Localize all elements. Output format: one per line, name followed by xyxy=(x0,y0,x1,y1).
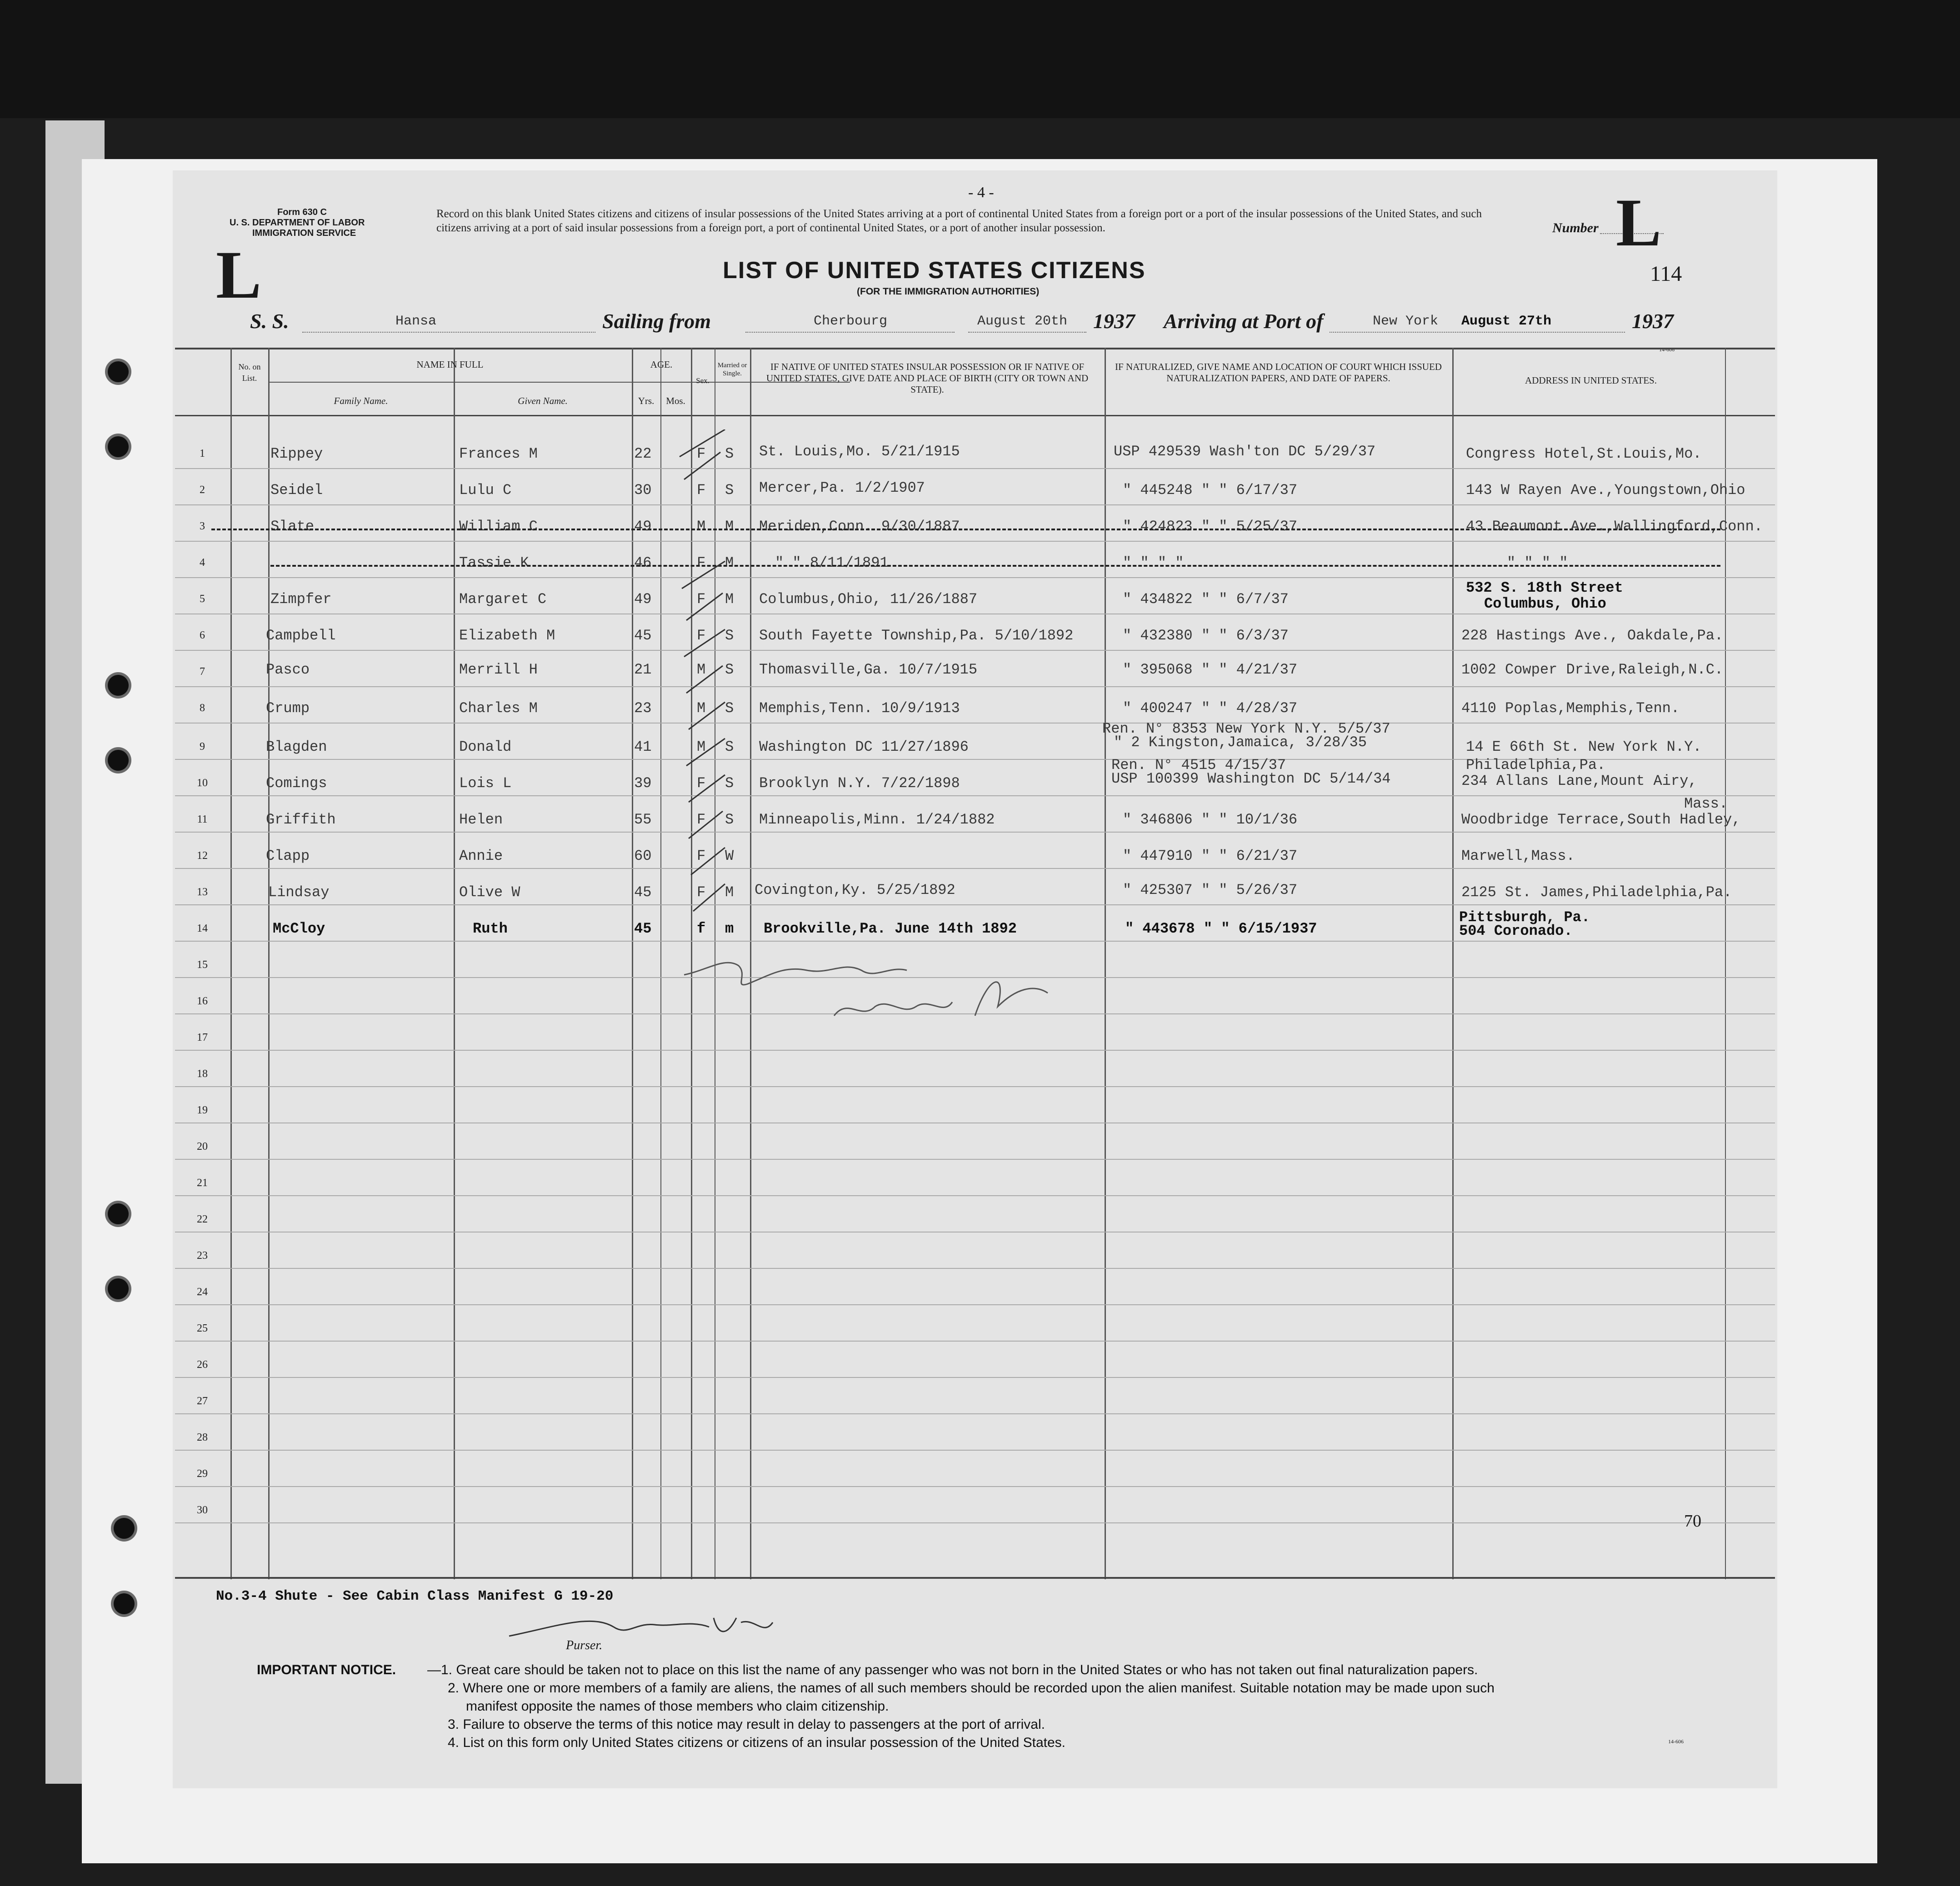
us-address: 1002 Cowper Drive,Raleigh,N.C. xyxy=(1461,661,1724,678)
marital-status: S xyxy=(725,700,734,717)
us-address: Philadelphia,Pa. xyxy=(1466,757,1606,773)
naturalization: " 445248 " " 6/17/37 xyxy=(1123,482,1298,499)
sex: F xyxy=(697,482,706,499)
row-number: 19 xyxy=(197,1104,208,1116)
us-address: " " " " xyxy=(1507,554,1568,571)
col-divider xyxy=(268,348,270,1579)
family-name: Seidel xyxy=(270,482,323,499)
us-address-line2: 234 Allans Lane,Mount Airy, xyxy=(1461,773,1697,789)
given-name: Lulu C xyxy=(459,482,512,499)
row-rule xyxy=(175,1522,1775,1523)
notice-2b: manifest opposite the names of those members who claim citizenship. xyxy=(466,1699,889,1714)
marital-status: S xyxy=(725,627,734,644)
naturalization-line2: USP 100399 Washington DC 5/14/34 xyxy=(1111,770,1391,787)
header-mos: Mos. xyxy=(666,395,685,406)
row-number: 9 xyxy=(200,741,205,753)
number-value: L xyxy=(1616,185,1662,260)
row-rule xyxy=(175,1159,1775,1160)
birth-place-date: Brookville,Pa. June 14th 1892 xyxy=(764,920,1017,937)
row-rule xyxy=(175,1486,1775,1487)
given-name: William C xyxy=(459,518,538,535)
header-given-name: Given Name. xyxy=(518,395,568,406)
row-rule xyxy=(175,1268,1775,1269)
age-years: 45 xyxy=(634,920,652,937)
us-address: Congress Hotel,St.Louis,Mo. xyxy=(1466,445,1702,462)
row-rule xyxy=(175,1304,1775,1305)
corner-number: 70 xyxy=(1684,1512,1701,1531)
family-name: Slate xyxy=(270,518,315,535)
given-name: Lois L xyxy=(459,775,512,792)
page-number: 114 xyxy=(1650,262,1682,286)
letter-l-left: L xyxy=(216,237,262,313)
given-name: Elizabeth M xyxy=(459,627,555,644)
arrival-port: New York xyxy=(1373,314,1439,329)
purser-label: Purser. xyxy=(566,1638,603,1652)
row-rule xyxy=(175,1341,1775,1342)
department: U. S. DEPARTMENT OF LABOR xyxy=(230,218,365,228)
row-number: 18 xyxy=(197,1068,208,1080)
sailing-date: August 20th xyxy=(977,314,1068,329)
col-divider xyxy=(454,348,455,1579)
row-rule xyxy=(175,1377,1775,1378)
row-number: 27 xyxy=(197,1395,208,1407)
row-rule xyxy=(175,468,1775,469)
col-divider xyxy=(230,348,232,1579)
birth-place-date: Minneapolis,Minn. 1/24/1882 xyxy=(759,811,995,828)
printer-note: 14-606 xyxy=(1659,346,1675,353)
us-address: 14 E 66th St. New York N.Y. xyxy=(1466,738,1702,755)
us-address-line2: 504 Coronado. xyxy=(1459,923,1573,939)
strikethrough-line xyxy=(211,529,1720,530)
birth-place-date: Memphis,Tenn. 10/9/1913 xyxy=(759,700,960,717)
binder-hole-icon xyxy=(108,1203,129,1224)
notice-4: 4. List on this form only United States citizens or citizens of an insular possession of the United States. xyxy=(448,1735,1066,1750)
sex: M xyxy=(697,738,706,755)
row-number: 22 xyxy=(197,1213,208,1225)
footer-note: No.3-4 Shute - See Cabin Class Manifest G 19-20 xyxy=(216,1588,614,1604)
age-years: 55 xyxy=(634,811,652,828)
check-marks-icon xyxy=(675,429,730,929)
sex: F xyxy=(697,884,706,901)
birth-place-date: Covington,Ky. 5/25/1892 xyxy=(755,882,955,898)
passenger-table xyxy=(175,348,1775,1579)
naturalization: " 447910 " " 6/21/37 xyxy=(1123,848,1298,864)
sailing-date-line xyxy=(968,332,1086,333)
age-years: 60 xyxy=(634,848,652,864)
marital-status: M xyxy=(725,884,734,901)
header-naturalized: IF NATURALIZED, GIVE NAME AND LOCATION OF COURT WHICH ISSUED NATURALIZATION PAPERS, AND DATE OF PAPERS. xyxy=(1115,361,1442,384)
row-number: 11 xyxy=(197,813,208,825)
sex: F xyxy=(697,627,706,644)
binder-hole-icon xyxy=(108,436,129,457)
sex: F xyxy=(697,811,706,828)
row-number: 5 xyxy=(200,593,205,605)
given-name: Ruth xyxy=(473,920,508,937)
marital-status: M xyxy=(725,591,734,608)
family-name: Griffith xyxy=(266,811,336,828)
naturalization: " 395068 " " 4/21/37 xyxy=(1123,661,1298,678)
us-address: 43 Beaumont Ave.,Wallingford,Conn. xyxy=(1466,518,1763,535)
binder-hole-icon xyxy=(114,1518,135,1539)
row-number: 3 xyxy=(200,520,205,532)
row-number: 23 xyxy=(197,1250,208,1262)
age-years: 22 xyxy=(634,445,652,462)
given-name: Charles M xyxy=(459,700,538,717)
naturalization: " 443678 " " 6/15/1937 xyxy=(1125,920,1317,937)
row-rule xyxy=(175,904,1775,905)
family-name: Lindsay xyxy=(268,884,330,901)
age-years: 45 xyxy=(634,627,652,644)
marital-status: S xyxy=(725,661,734,678)
header-yrs: Yrs. xyxy=(638,395,655,406)
row-rule xyxy=(175,650,1775,651)
notice-2: 2. Where one or more members of a family are aliens, the names of all such members should be recorded upon the alien manifest. Suitable notation may be made upon such xyxy=(448,1681,1495,1696)
scan-background xyxy=(0,0,1960,118)
naturalization: " 424823 " " 5/25/37 xyxy=(1123,518,1298,535)
strikethrough-line xyxy=(270,565,1720,567)
row-number: 8 xyxy=(200,702,205,714)
marital-status: S xyxy=(725,738,734,755)
us-address: 4110 Poplas,Memphis,Tenn. xyxy=(1461,700,1680,717)
notice-title: IMPORTANT NOTICE. xyxy=(257,1662,396,1677)
header-birth: IF NATIVE OF UNITED STATES INSULAR POSSESSION OR IF NATIVE OF UNITED STATES, GIVE DATE AND PLACE OF BIRTH (CITY OR TOWN AND STATE). xyxy=(766,361,1089,395)
us-address: 228 Hastings Ave., Oakdale,Pa. xyxy=(1461,627,1724,644)
row-number: 29 xyxy=(197,1468,208,1480)
arrival-line xyxy=(1330,332,1625,333)
ss-label: S. S. xyxy=(250,309,289,333)
sex: M xyxy=(697,700,706,717)
marital-status: m xyxy=(725,920,734,937)
row-rule xyxy=(175,577,1775,578)
given-name: Tassie K xyxy=(459,554,529,571)
header-no: No. on List. xyxy=(238,362,261,383)
sex: F xyxy=(697,445,706,462)
us-address-line2: Woodbridge Terrace,South Hadley, xyxy=(1461,811,1741,828)
age-years: 30 xyxy=(634,482,652,499)
handwritten-signature-icon xyxy=(670,948,1125,1038)
naturalization: Ren. N° 8353 New York N.Y. 5/5/37 xyxy=(1102,720,1390,737)
notice-1: —1. Great care should be taken not to place on this list the name of any passenger who was not born in the United States or who has not taken out final naturalization papers. xyxy=(427,1662,1478,1677)
header-address: ADDRESS IN UNITED STATES. xyxy=(1525,375,1657,386)
us-address: 143 W Rayen Ave.,Youngstown,Ohio xyxy=(1466,482,1745,499)
header-age: AGE. xyxy=(650,359,673,370)
age-years: 41 xyxy=(634,738,652,755)
binder-hole-icon xyxy=(108,361,129,382)
col-divider xyxy=(1452,348,1454,1579)
given-name: Frances M xyxy=(459,445,538,462)
notice-3: 3. Failure to observe the terms of this notice may result in delay to passengers at the port of arrival. xyxy=(448,1717,1045,1732)
naturalization: " 432380 " " 6/3/37 xyxy=(1123,627,1289,644)
col-divider xyxy=(632,348,633,1579)
purser-signature-icon xyxy=(500,1609,818,1663)
page-subtitle: (FOR THE IMMIGRATION AUTHORITIES) xyxy=(857,286,1040,297)
row-rule xyxy=(175,795,1775,796)
row-number: 25 xyxy=(197,1322,208,1334)
marital-status: M xyxy=(725,554,734,571)
row-number: 14 xyxy=(197,923,208,934)
table-top-rule xyxy=(175,348,1775,349)
arrival-date: August 27th xyxy=(1461,314,1552,329)
given-name: Merrill H xyxy=(459,661,538,678)
age-years: 49 xyxy=(634,591,652,608)
sex: M xyxy=(697,661,706,678)
row-number: 16 xyxy=(197,995,208,1007)
naturalization: " 400247 " " 4/28/37 xyxy=(1123,700,1298,717)
sailing-label: Sailing from xyxy=(602,309,711,333)
us-address-line2: Columbus, Ohio xyxy=(1484,595,1606,612)
naturalization: Ren. N° 4515 4/15/37 xyxy=(1111,757,1286,773)
marital-status: M xyxy=(725,518,734,535)
us-address: 2125 St. James,Philadelphia,Pa. xyxy=(1461,884,1732,901)
sex: F xyxy=(697,554,706,571)
row-rule xyxy=(175,832,1775,833)
family-name: Pasco xyxy=(266,661,310,678)
table-bottom-rule xyxy=(175,1577,1775,1579)
given-name: Annie xyxy=(459,848,503,864)
family-name: McCloy xyxy=(273,920,325,937)
naturalization-line2: " 2 Kingston,Jamaica, 3/28/35 xyxy=(1114,734,1367,751)
naturalization: USP 429539 Wash'ton DC 5/29/37 xyxy=(1114,443,1376,460)
row-rule xyxy=(175,1050,1775,1051)
row-number: 10 xyxy=(197,777,208,789)
birth-place-date: Mercer,Pa. 1/2/1907 xyxy=(759,479,925,496)
age-years: 21 xyxy=(634,661,652,678)
header-family-name: Family Name. xyxy=(334,395,388,406)
row-rule xyxy=(175,1195,1775,1196)
age-years: 39 xyxy=(634,775,652,792)
naturalization: " 346806 " " 10/1/36 xyxy=(1123,811,1298,828)
row-rule xyxy=(175,941,1775,942)
sex: F xyxy=(697,775,706,792)
arriving-label: Arriving at Port of xyxy=(1164,309,1324,333)
ship-line xyxy=(302,332,595,333)
sex: f xyxy=(697,920,706,937)
row-number: 12 xyxy=(197,850,208,862)
us-address: 532 S. 18th Street xyxy=(1466,579,1623,596)
birth-place-date: Meriden,Conn. 9/30/1887 xyxy=(759,518,960,535)
age-years: 45 xyxy=(634,884,652,901)
row-rule xyxy=(175,686,1775,687)
us-address: Marwell,Mass. xyxy=(1461,848,1575,864)
header-name-in-full: NAME IN FULL xyxy=(416,359,484,370)
row-number: 17 xyxy=(197,1032,208,1043)
age-years: 49 xyxy=(634,518,652,535)
row-rule xyxy=(175,504,1775,505)
header-sex: Sex. xyxy=(696,376,710,385)
birth-place-date: South Fayette Township,Pa. 5/10/1892 xyxy=(759,627,1074,644)
family-name: Zimpfer xyxy=(270,591,332,608)
marital-status: S xyxy=(725,482,734,499)
number-label: Number xyxy=(1552,220,1599,235)
row-rule xyxy=(175,1450,1775,1451)
sailing-year: 1937 xyxy=(1093,309,1135,333)
sailing-line xyxy=(745,332,955,333)
row-number: 21 xyxy=(197,1177,208,1189)
naturalization: " 434822 " " 6/7/37 xyxy=(1123,591,1289,608)
row-number: 13 xyxy=(197,886,208,898)
row-number: 4 xyxy=(200,557,205,569)
row-number: 6 xyxy=(200,629,205,641)
family-name: Campbell xyxy=(266,627,336,644)
given-name: Olive W xyxy=(459,884,520,901)
age-years: 23 xyxy=(634,700,652,717)
form-number: Form 630 C xyxy=(277,207,327,217)
row-rule xyxy=(175,1086,1775,1087)
row-number: 26 xyxy=(197,1359,208,1371)
sailing-port: Cherbourg xyxy=(814,314,888,329)
naturalization: " " " " xyxy=(1123,554,1184,571)
marital-status: S xyxy=(725,775,734,792)
birth-place-date: Washington DC 11/27/1896 xyxy=(759,738,969,755)
family-name: Comings xyxy=(266,775,327,792)
binder-hole-icon xyxy=(108,1278,129,1299)
row-number: 24 xyxy=(197,1286,208,1298)
binder-hole-icon xyxy=(108,750,129,771)
header-bottom-rule xyxy=(175,415,1775,416)
marital-status: S xyxy=(725,445,734,462)
row-number: 7 xyxy=(200,666,205,678)
birth-place-date: Columbus,Ohio, 11/26/1887 xyxy=(759,591,978,608)
col-divider xyxy=(660,348,661,1579)
birth-place-date: Brooklyn N.Y. 7/22/1898 xyxy=(759,775,960,792)
row-number: 15 xyxy=(197,959,208,971)
instructions: Record on this blank United States citizens and citizens of insular possessions of the United States arriving at a port of continental United States from a foreign port or a port of the insular possessions of the United States, and such citizens arriving at a port of said insular possessions from a foreign port, a port of continental United States, or a port of another insular possession. xyxy=(436,208,1482,234)
given-name: Margaret C xyxy=(459,591,547,608)
family-name: Crump xyxy=(266,700,310,717)
family-name: Rippey xyxy=(270,445,323,462)
service: IMMIGRATION SERVICE xyxy=(252,228,356,238)
sex: M xyxy=(697,518,706,535)
sex: F xyxy=(697,848,706,864)
ship-name: Hansa xyxy=(395,314,437,329)
given-name: Helen xyxy=(459,811,503,828)
page-title: LIST OF UNITED STATES CITIZENS xyxy=(723,257,1146,284)
row-rule xyxy=(175,541,1775,542)
binder-hole-icon xyxy=(108,675,129,696)
arrival-year: 1937 xyxy=(1632,309,1674,333)
footer-code: 14-606 xyxy=(1668,1738,1684,1745)
us-address: Mass. xyxy=(1684,795,1728,812)
row-number: 30 xyxy=(197,1504,208,1516)
age-years: 46 xyxy=(634,554,652,571)
birth-place-date: " " 8/11/1891 xyxy=(775,554,889,571)
page-marker: - 4 - xyxy=(968,184,994,201)
row-number: 1 xyxy=(200,448,205,459)
marital-status: S xyxy=(725,811,734,828)
row-number: 28 xyxy=(197,1432,208,1443)
row-number: 20 xyxy=(197,1141,208,1153)
given-name: Donald xyxy=(459,738,512,755)
family-name: Clapp xyxy=(266,848,310,864)
row-number: 2 xyxy=(200,484,205,496)
row-rule xyxy=(175,868,1775,869)
sex: F xyxy=(697,591,706,608)
header-married: Married or Single. xyxy=(717,362,747,377)
marital-status: W xyxy=(725,848,734,864)
naturalization: " 425307 " " 5/26/37 xyxy=(1123,882,1298,898)
binder-hole-icon xyxy=(114,1593,135,1614)
birth-place-date: St. Louis,Mo. 5/21/1915 xyxy=(759,443,960,460)
row-rule xyxy=(175,1413,1775,1414)
birth-place-date: Thomasville,Ga. 10/7/1915 xyxy=(759,661,978,678)
us-address: Pittsburgh, Pa. xyxy=(1459,909,1590,926)
family-name: Blagden xyxy=(266,738,327,755)
